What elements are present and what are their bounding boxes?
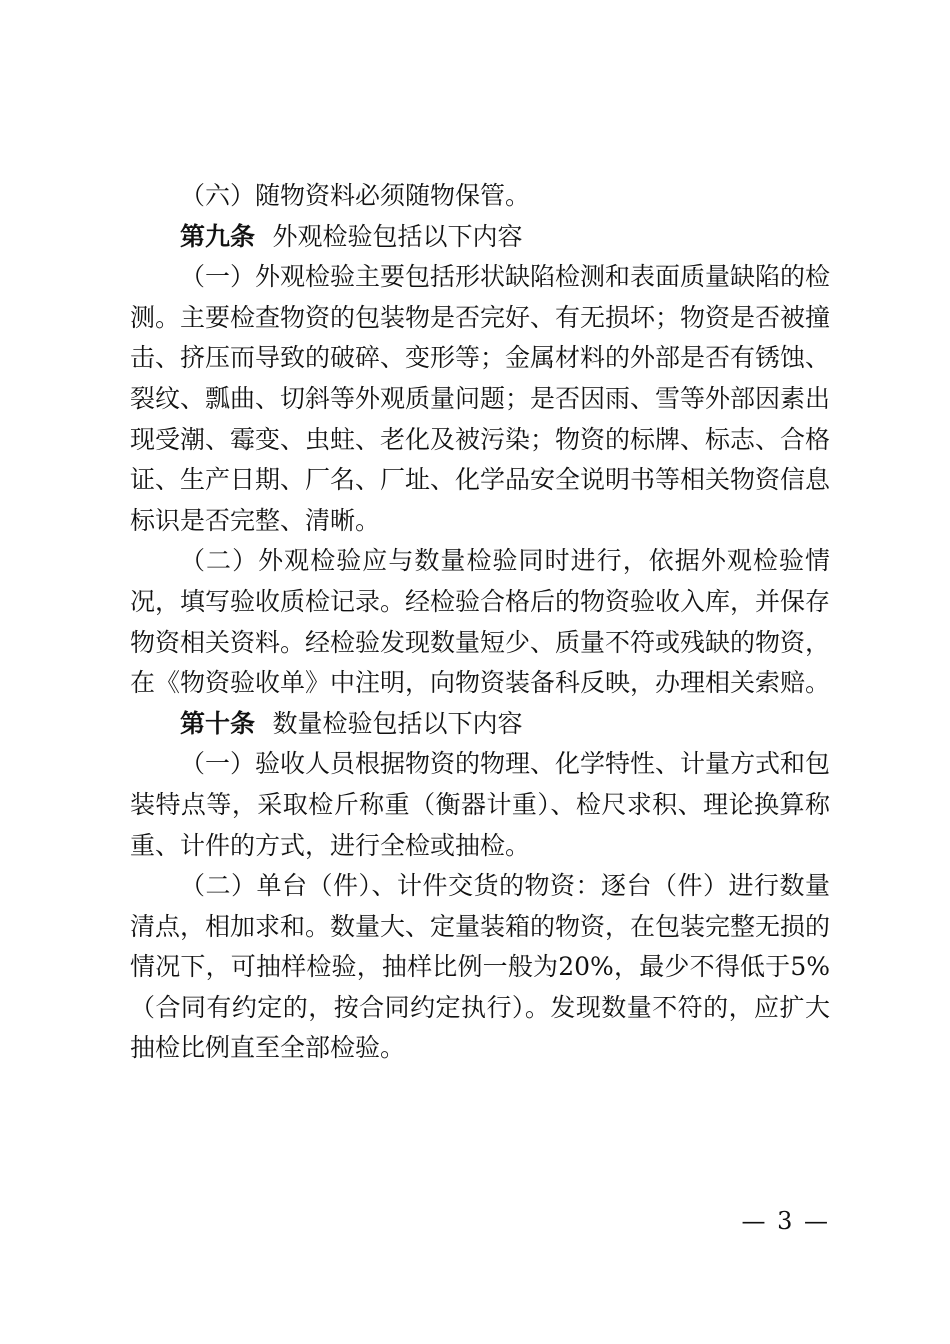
article-10-item-1: （一）验收人员根据物资的物理、化学特性、计量方式和包装特点等，采取检斤称重（衡器计重）、检尺求积、理论换算称重、计件的方式，进行全检或抽检。 [130,749,831,860]
document-body [130,176,830,1069]
article-9-item-1: （一）外观检验主要包括形状缺陷检测和表面质量缺陷的检测。主要检查物资的包装物是否完好、有无损坏；物资是否被撞击、挤压而导致的破碎、变形等；金属材料的外部是否有锈蚀、裂纹、瓢曲、切斜等外观质量问题；是否因雨、雪等外部因素出现受潮、霉变、虫蛀、老化及被污染；物资的标牌、标志、合格证、生产日期、厂名、厂址、化学品安全说明书等相关物资信息标识是否完整、清晰。 [130,262,831,535]
page-number: — 3 — [741,1207,830,1235]
article-9-item-2: （二）外观检验应与数量检验同时进行，依据外观检验情况，填写验收质检记录。经检验合格后的物资验收入库，并保存物资相关资料。经检验发现数量短少、质量不符或残缺的物资，在《物资验收单》中注明，向物资装备科反映，办理相关索赔。 [130,546,831,698]
article-10-heading [130,704,830,745]
article-10-label: 第十条 [180,708,256,738]
article-9-heading [130,217,830,258]
article-9-label: 第九条 [180,221,256,251]
article-10-title: 数量检验包括以下内容 [272,708,523,738]
article-9-title: 外观检验包括以下内容 [272,221,523,251]
paragraph-item-6: （六）随物资料必须随物保管。 [180,181,531,210]
article-10-item-2: （二）单台（件）、计件交货的物资：逐台（件）进行数量清点，相加求和。数量大、定量装箱的物资，在包装完整无损的情况下，可抽样检验，抽样比例一般为20%，最少不得低于5%（合同有约定的，按合同约定执行）。发现数量不符的，应扩大抽检比例直至全部检验。 [130,871,831,1063]
